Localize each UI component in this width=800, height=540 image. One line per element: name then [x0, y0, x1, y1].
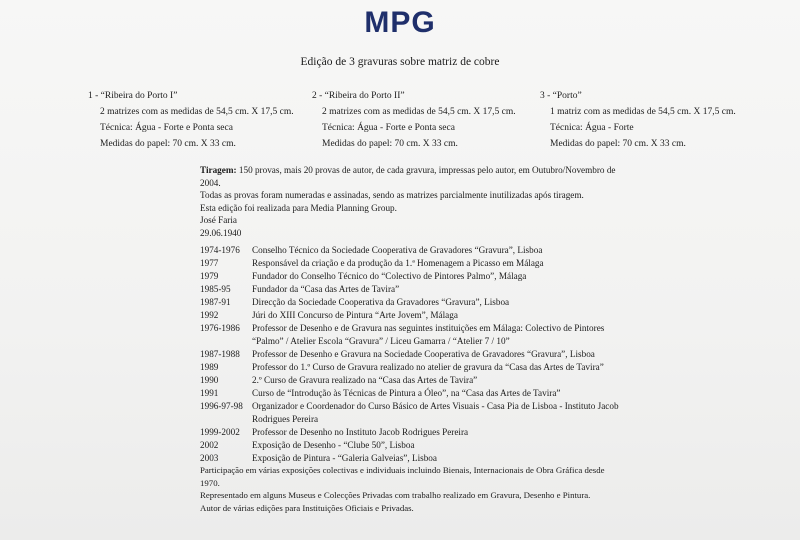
timeline-row: [200, 374, 624, 387]
footer-note: Autor de várias edições para Instituições Oficiais e Privadas.: [200, 502, 414, 513]
timeline-row: [200, 283, 624, 296]
work-paper-size: Medidas do papel: 70 cm. X 33 cm.: [322, 139, 458, 149]
timeline-row: [200, 439, 624, 452]
timeline-text: Curso de “Introdução às Técnicas de Pintura a Óleo”, na “Casa das Artes de Tavira”: [252, 388, 561, 398]
timeline-year: 1979: [200, 271, 219, 281]
work-matrix: 1 matriz com as medidas de 54,5 cm. X 17,5 cm.: [550, 107, 736, 117]
timeline-year: 1976-1986: [200, 323, 240, 333]
mpg-logo: MPG: [364, 6, 436, 39]
work-title: 3 - “Porto”: [540, 91, 582, 101]
work-matrix: 2 matrizes com as medidas de 54,5 cm. X 17,5 cm.: [100, 107, 294, 117]
work-paper-size: Medidas do papel: 70 cm. X 33 cm.: [550, 139, 686, 149]
timeline-year: 1974-1976: [200, 245, 240, 255]
work-2: [312, 88, 516, 152]
print-run-info: [200, 164, 620, 214]
timeline-year: 1992: [200, 310, 219, 320]
timeline-text: Fundador do Conselho Técnico do “Colectivo de Pintores Palmo”, Málaga: [252, 271, 527, 281]
timeline-text: Professor de Desenho e de Gravura nas seguintes instituições em Málaga: Colectivo de Pintores “Palmo” / Atelier Escola “Gravura” / Liceu Gamarra / “Atelier 7 / 10”: [252, 323, 605, 346]
edition-subtitle: Edição de 3 gravuras sobre matriz de cobre: [300, 56, 500, 68]
timeline-text: Exposição de Desenho - “Clube 50”, Lisboa: [252, 440, 415, 450]
timeline-row: [200, 400, 624, 426]
work-technique: Técnica: Água - Forte: [550, 123, 634, 133]
timeline-year: 1996-97-98: [200, 401, 243, 411]
author-birthdate: 29.06.1940: [200, 227, 242, 238]
timeline-text: Responsável da criação e da produção da 1.ª Homenagem a Picasso em Málaga: [252, 258, 544, 268]
timeline-text: Fundador da “Casa das Artes de Tavira”: [252, 284, 400, 294]
author-info: [200, 214, 620, 239]
timeline-year: 1989: [200, 362, 219, 372]
timeline-year: 2002: [200, 440, 219, 450]
print-run-text: [200, 164, 620, 189]
timeline-row: [200, 348, 624, 361]
timeline-text: Direcção da Sociedade Cooperativa da Gravadores “Gravura”, Lisboa: [252, 297, 510, 307]
timeline-row: [200, 270, 624, 283]
timeline-text: Exposição de Pintura - “Galeria Galveias”, Lisboa: [252, 453, 437, 463]
work-1: [88, 88, 294, 152]
work-3: [540, 88, 736, 152]
print-run-details: 150 provas, mais 20 provas de autor, de cada gravura, impressas pelo autor, em Outubro/Novembro de 2004.: [200, 165, 616, 188]
timeline-row: [200, 257, 624, 270]
timeline-year: 1999-2002: [200, 427, 240, 437]
footer-notes: [200, 464, 620, 514]
timeline-text: Organizador e Coordenador do Curso Básico de Artes Visuais - Casa Pia de Lisboa - Instituto Jacob Rodrigues Pereira: [252, 401, 619, 424]
print-run-label: Tiragem:: [200, 165, 237, 175]
signature-note: Todas as provas foram numeradas e assinadas, sendo as matrizes parcialmente inutilizadas após tiragem.: [200, 190, 584, 200]
footer-note: Representado em alguns Museus e Colecções Privadas com trabalho realizado em Gravura, Desenho e Pintura.: [200, 490, 591, 500]
footer-note: Participação em várias exposições colectivas e individuais incluindo Bienais, Internacionais de Obra Gráfica desde 1970.: [200, 465, 605, 488]
timeline-year: 1977: [200, 258, 219, 268]
author-name: José Faria: [200, 215, 237, 225]
timeline-year: 1987-91: [200, 297, 231, 307]
timeline-row: [200, 309, 624, 322]
timeline-text: Professor de Desenho e Gravura na Sociedade Cooperativa de Gravadores “Gravura”, Lisboa: [252, 349, 595, 359]
timeline-year: 2003: [200, 453, 219, 463]
timeline-text: Professor do 1.º Curso de Gravura realizado no atelier de gravura da “Casa das Artes de Tavira”: [252, 362, 604, 372]
timeline-row: [200, 426, 624, 439]
work-matrix: 2 matrizes com as medidas de 54,5 cm. X 17,5 cm.: [322, 107, 516, 117]
work-technique: Técnica: Água - Forte e Ponta seca: [100, 123, 233, 133]
timeline-text: 2.º Curso de Gravura realizado na “Casa das Artes de Tavira”: [252, 375, 478, 385]
timeline-row: [200, 296, 624, 309]
timeline-text: Júri do XIII Concurso de Pintura “Arte Jovem”, Málaga: [252, 310, 458, 320]
timeline-year: 1991: [200, 388, 219, 398]
timeline-year: 1990: [200, 375, 219, 385]
timeline-row: [200, 244, 624, 257]
timeline-year: 1985-95: [200, 284, 231, 294]
timeline-row: [200, 322, 624, 348]
timeline-text: Conselho Técnico da Sociedade Cooperativa de Gravadores “Gravura”, Lisboa: [252, 245, 543, 255]
timeline-text: Professor de Desenho no Instituto Jacob Rodrigues Pereira: [252, 427, 469, 437]
work-title: 2 - “Ribeira do Porto II”: [312, 91, 405, 101]
career-timeline: [200, 244, 624, 465]
edition-note: Esta edição foi realizada para Media Planning Group.: [200, 202, 397, 213]
work-title: 1 - “Ribeira do Porto I”: [88, 91, 178, 101]
timeline-row: [200, 361, 624, 374]
timeline-row: [200, 387, 624, 400]
work-paper-size: Medidas do papel: 70 cm. X 33 cm.: [100, 139, 236, 149]
work-technique: Técnica: Água - Forte e Ponta seca: [322, 123, 455, 133]
timeline-year: 1987-1988: [200, 349, 240, 359]
